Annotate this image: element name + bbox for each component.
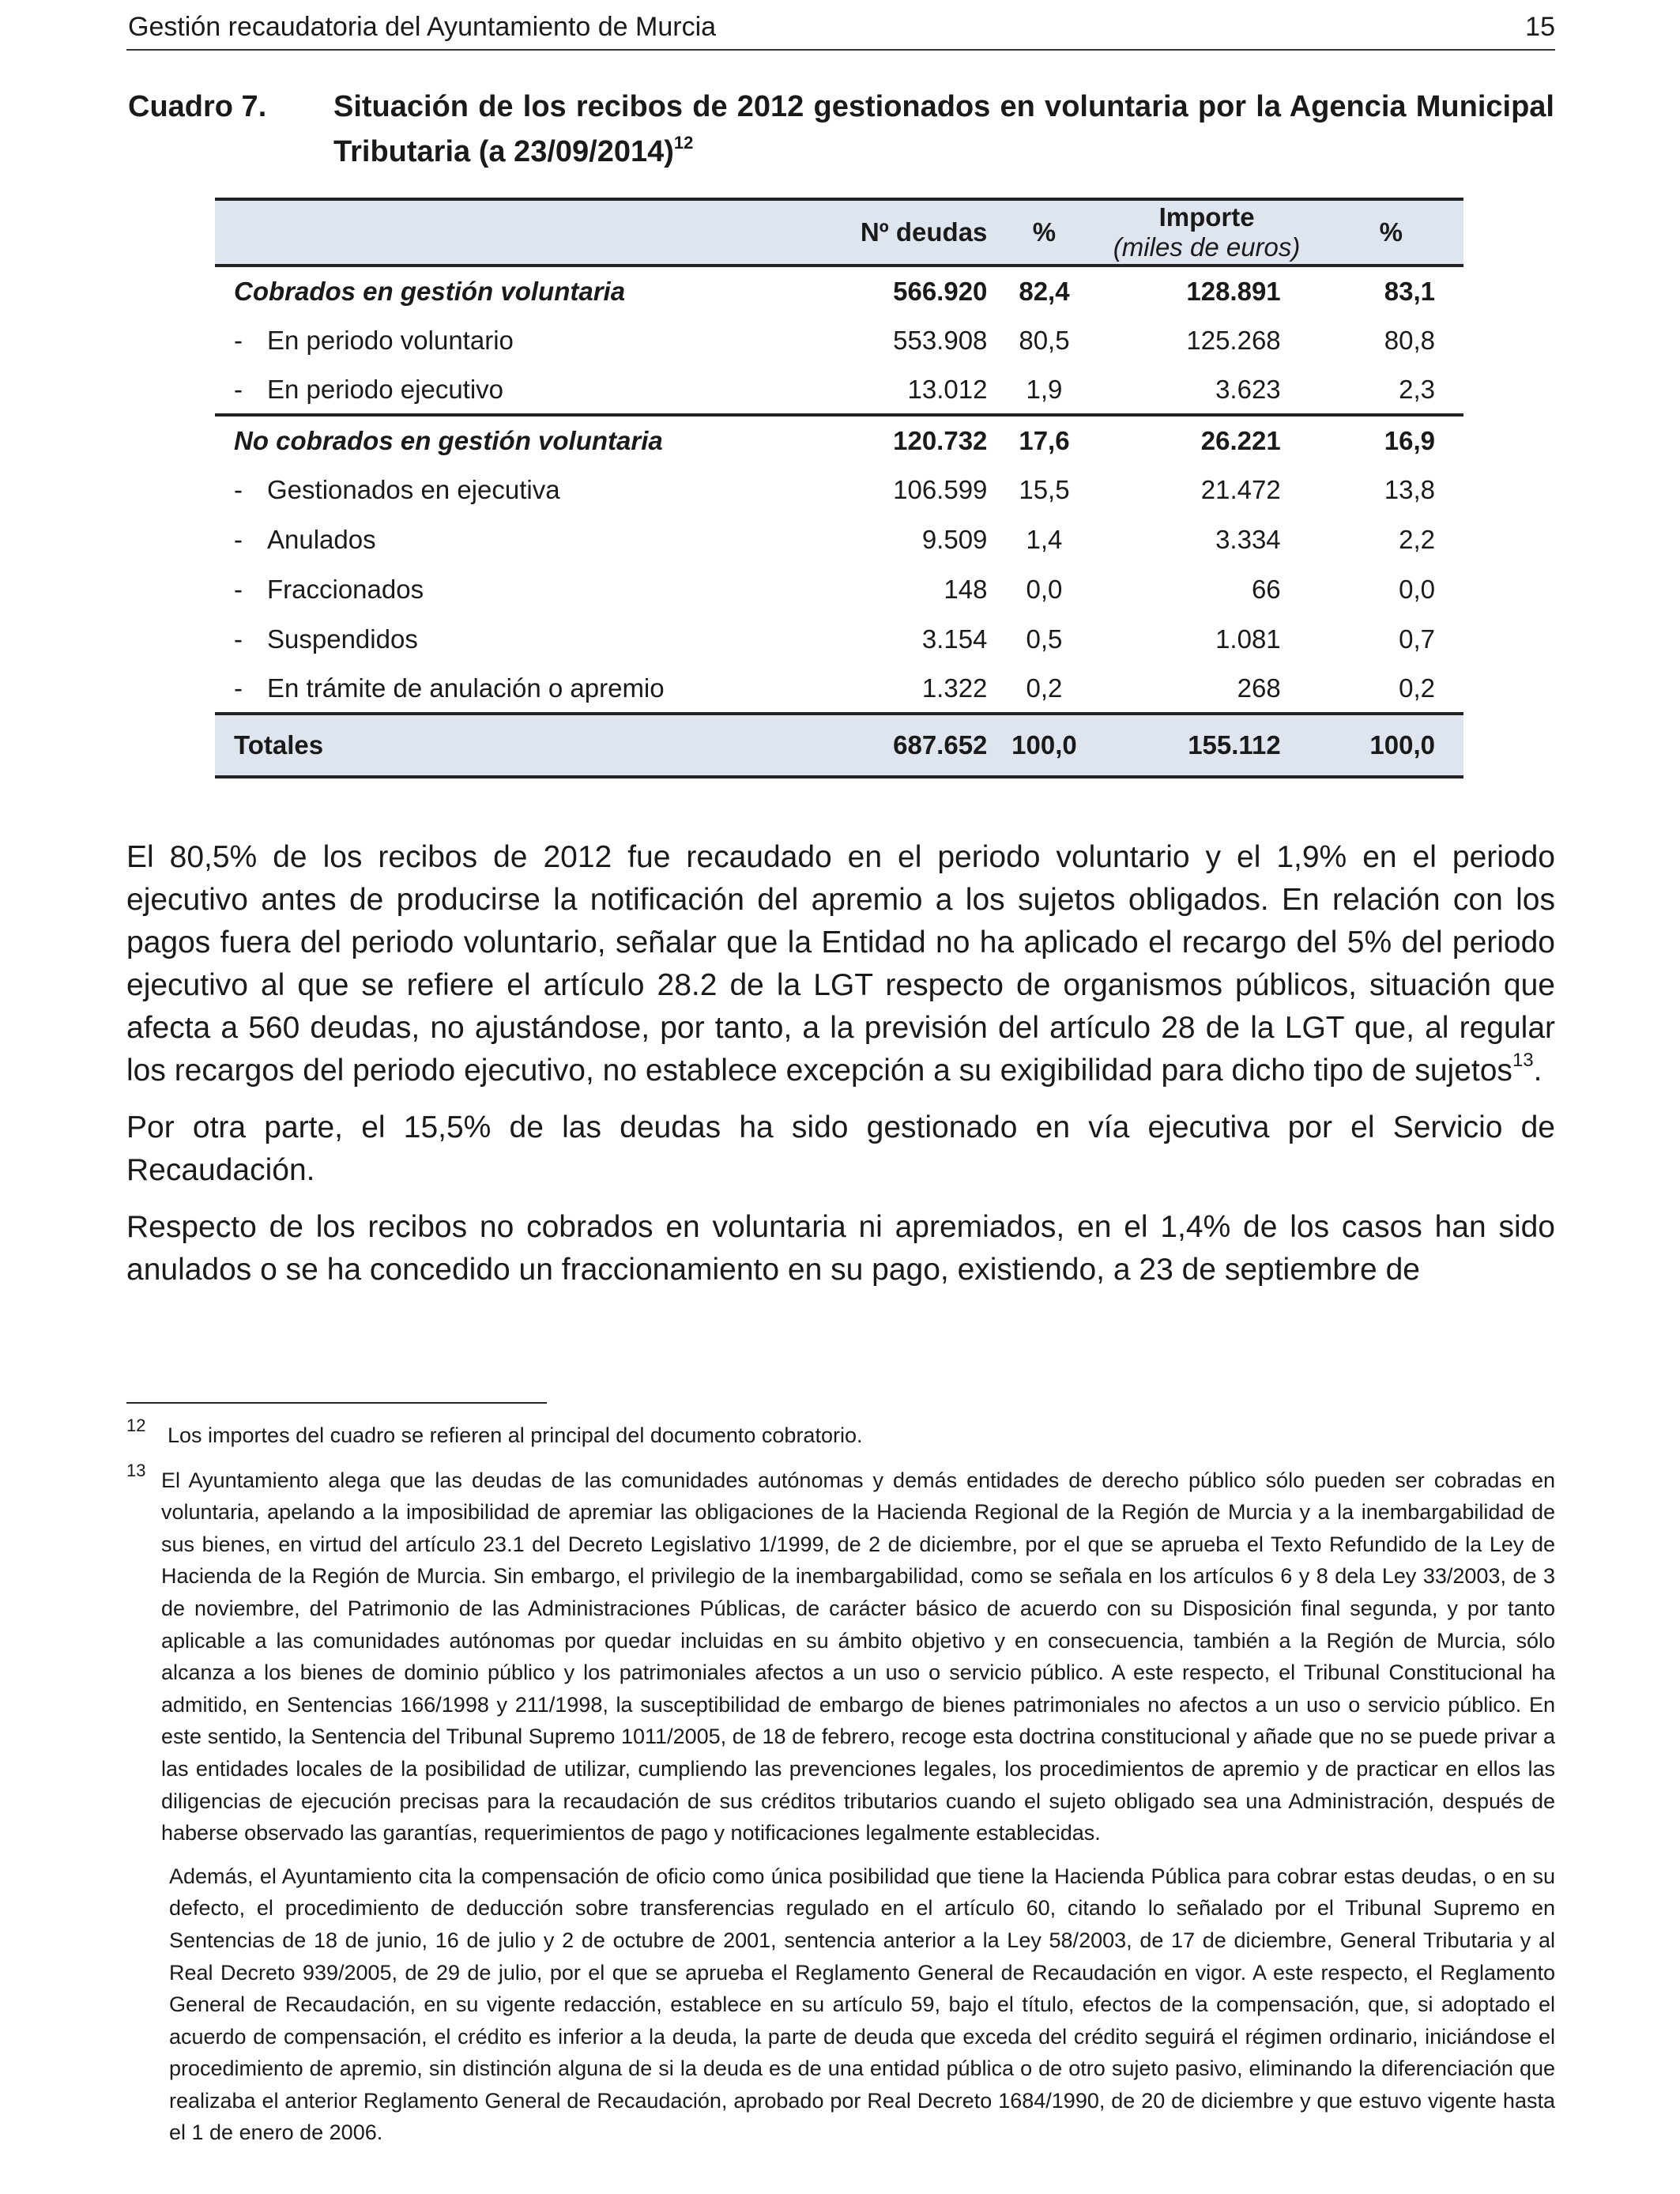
receipts-table bbox=[215, 198, 1463, 778]
row-label-cell bbox=[215, 564, 794, 614]
cell-importe: 268 bbox=[1237, 673, 1281, 703]
header-importe-label: Importe bbox=[1158, 202, 1255, 232]
cell-pct-2: 0,2 bbox=[1399, 673, 1435, 703]
paragraph-1-end: . bbox=[1533, 1054, 1543, 1088]
page-number: 15 bbox=[1525, 12, 1555, 42]
footnote-13-paragraph-2: Además, el Ayuntamiento cita la compensación de oficio como única posibilidad que tiene la Hacienda Pública para cobrar estas deudas, o en su defecto, el procedimiento de deducción sobre transferencias regulado en el artículo 60, citando lo señalado por el Tribunal Supremo en Sentencias de 18 de junio, 16 de julio y 2 de octubre de 2001, sentencia anterior a la Ley 58/2003, de 17 de diciembre, General Tributaria y al Real Decreto 939/2005, de 29 de julio, por el que se aprueba el Reglamento General de Recaudación en vigor. A este respecto, el Reglamento General de Recaudación, en su vigente redacción, establece en su artículo 59, bajo el título, efectos de la compensación, que, si adoptado el acuerdo de compensación, el crédito es inferior a la deuda, la parte de deuda que exceda del crédito seguirá el régimen ordinario, iniciándose el procedimiento de apremio, sin distinción alguna de si la deuda es de una entidad pública o de otro sujeto pasivo, eliminando la diferenciación que realizaba el anterior Reglamento General de Recaudación, aprobado por Real Decreto 1684/1990, de 20 de diciembre y que estuvo vigente hasta el 1 de enero de 2006. bbox=[169, 1864, 1555, 2145]
table-header-row bbox=[215, 199, 1463, 266]
table-row bbox=[215, 465, 1463, 515]
caption-text: Situación de los recibos de 2012 gestionados en voluntaria por la Agencia Municipal Tributaria (a 23/09/2014) bbox=[333, 90, 1554, 168]
receipts-table-container bbox=[215, 198, 1463, 778]
caption-label: Cuadro 7. bbox=[128, 90, 267, 123]
cell-pct-2: 83,1 bbox=[1384, 276, 1435, 306]
footnote-separator bbox=[126, 1402, 547, 1404]
total-pct-1: 100,0 bbox=[1011, 730, 1077, 760]
row-label: En periodo voluntario bbox=[267, 325, 514, 355]
total-n-deudas: 687.652 bbox=[893, 730, 988, 760]
cell-pct-2: 13,8 bbox=[1384, 474, 1435, 504]
footnote-ref-13[interactable]: 13 bbox=[1512, 1050, 1534, 1071]
cell-pct-2: 2,2 bbox=[1399, 524, 1435, 554]
footnote-13 bbox=[126, 1460, 1555, 2149]
row-label: No cobrados en gestión voluntaria bbox=[234, 425, 663, 455]
footnote-12 bbox=[126, 1416, 1555, 1452]
row-label: Anulados bbox=[267, 524, 376, 554]
row-label: Suspendidos bbox=[267, 624, 418, 654]
row-label: En trámite de anulación o apremio bbox=[267, 673, 665, 703]
cell-n-deudas: 106.599 bbox=[893, 474, 988, 504]
cell-n-deudas: 9.509 bbox=[921, 524, 988, 554]
row-label-cell bbox=[215, 664, 794, 714]
row-dash: - bbox=[234, 624, 243, 654]
header-importe bbox=[1095, 199, 1319, 266]
header-blank bbox=[215, 199, 794, 266]
row-dash: - bbox=[234, 374, 243, 404]
header-n-deudas: Nº deudas bbox=[860, 217, 988, 247]
total-label: Totales bbox=[234, 730, 324, 760]
cell-pct-1: 1,4 bbox=[1026, 524, 1063, 554]
cell-n-deudas: 3.154 bbox=[921, 624, 988, 654]
caption-title bbox=[333, 89, 1554, 170]
cell-importe: 3.623 bbox=[1215, 374, 1281, 404]
cell-pct-2: 0,7 bbox=[1399, 624, 1435, 654]
cell-importe: 3.334 bbox=[1215, 524, 1281, 554]
cell-pct-1: 1,9 bbox=[1026, 374, 1063, 404]
row-label-cell bbox=[215, 614, 794, 664]
table-row bbox=[215, 266, 1463, 315]
header-pct-1: % bbox=[1032, 217, 1057, 247]
cell-importe: 128.891 bbox=[1186, 276, 1281, 306]
page-header bbox=[126, 6, 1555, 51]
row-label-cell bbox=[215, 465, 794, 515]
cell-pct-1: 15,5 bbox=[1019, 474, 1070, 504]
row-label: Gestionados en ejecutiva bbox=[267, 474, 560, 504]
footnote-13-paragraph-1: El Ayuntamiento alega que las deudas de las comunidades autónomas y demás entidades de derecho público sólo pueden ser cobradas en voluntaria, apelando a la imposibilidad de apremiar las obligaciones de la Hacienda Regional de la Región de Murcia y a la inembargabilidad de sus bienes, en virtud del artículo 23.1 del Decreto Legislativo 1/1999, de 2 de diciembre, por el que se aprueba el Texto Refundido de la Ley de Hacienda de la Región de Murcia. Sin embargo, el privilegio de la inembargabilidad, como se señala en los artículos 6 y 8 dela Ley 33/2003, de 3 de noviembre, del Patrimonio de las Administraciones Públicas, de carácter básico de acuerdo con su Disposición final segunda, y por tanto aplicable a las comunidades autónomas por quedar incluidas en su ámbito objetivo y en consecuencia, también a la Región de Murcia, sólo alcanza a los bienes de dominio público y los patrimoniales afectos a un uso o servicio público. A este respecto, el Tribunal Constitucional ha admitido, en Sentencias 166/1998 y 211/1998, la susceptibilidad de embargo de bienes patrimoniales no afectos a un uso o servicio público. En este sentido, la Sentencia del Tribunal Supremo 1011/2005, de 18 de febrero, recoge esta doctrina constitucional y añade que no se puede privar a las entidades locales de la posibilidad de utilizar, cumpliendo las prevenciones legales, los procedimientos de apremio y de practicar en ellos las diligencias de ejecución precisas para la recaudación de sus créditos tributarios cuando el sujeto obligado sea una Administración, después de haberse observado las garantías, requerimientos de pago y notificaciones legalmente establecidas. bbox=[161, 1468, 1555, 1845]
cell-importe: 21.472 bbox=[1200, 474, 1281, 504]
row-dash: - bbox=[234, 524, 243, 554]
table-row bbox=[215, 415, 1463, 465]
cell-pct-2: 16,9 bbox=[1384, 425, 1435, 455]
cell-pct-2: 0,0 bbox=[1399, 574, 1435, 604]
footnote-13-number: 13 bbox=[126, 1460, 146, 1480]
table-row bbox=[215, 664, 1463, 714]
table-row bbox=[215, 515, 1463, 564]
footnote-ref-12[interactable]: 12 bbox=[673, 133, 694, 153]
table-total-row bbox=[215, 714, 1463, 777]
row-dash: - bbox=[234, 474, 243, 504]
cell-n-deudas: 566.920 bbox=[893, 276, 988, 306]
cell-n-deudas: 148 bbox=[944, 574, 988, 604]
table-row bbox=[215, 315, 1463, 365]
cell-n-deudas: 120.732 bbox=[893, 425, 988, 455]
row-label-cell bbox=[215, 515, 794, 564]
table-row bbox=[215, 614, 1463, 664]
total-pct-2: 100,0 bbox=[1369, 730, 1435, 760]
cell-importe: 26.221 bbox=[1200, 425, 1281, 455]
body-paragraph-3: Respecto de los recibos no cobrados en voluntaria ni apremiados, en el 1,4% de los casos han sido anulados o se ha concedido un fraccionamiento en su pago, existiendo, a 23 de septiembre de bbox=[126, 1210, 1555, 1287]
cell-importe: 1.081 bbox=[1215, 624, 1281, 654]
cell-pct-1: 17,6 bbox=[1019, 425, 1070, 455]
cell-pct-1: 0,0 bbox=[1026, 574, 1063, 604]
cell-pct-2: 2,3 bbox=[1399, 374, 1435, 404]
footnote-12-number: 12 bbox=[126, 1416, 146, 1435]
cell-pct-2: 80,8 bbox=[1384, 325, 1435, 355]
body-text bbox=[126, 836, 1555, 1306]
row-dash: - bbox=[234, 574, 243, 604]
cell-importe: 125.268 bbox=[1186, 325, 1281, 355]
cell-n-deudas: 13.012 bbox=[907, 374, 988, 404]
footnotes bbox=[126, 1415, 1555, 2149]
cell-pct-1: 0,2 bbox=[1026, 673, 1063, 703]
cell-pct-1: 0,5 bbox=[1026, 624, 1063, 654]
cell-pct-1: 82,4 bbox=[1019, 276, 1070, 306]
row-label: En periodo ejecutivo bbox=[267, 374, 504, 404]
header-importe-unit: (miles de euros) bbox=[1113, 232, 1301, 262]
row-dash: - bbox=[234, 325, 243, 355]
cell-n-deudas: 1.322 bbox=[921, 673, 988, 703]
row-dash: - bbox=[234, 673, 243, 703]
header-pct-2: % bbox=[1379, 217, 1403, 247]
cell-n-deudas: 553.908 bbox=[893, 325, 988, 355]
cell-pct-1: 80,5 bbox=[1019, 325, 1070, 355]
paragraph-1-text: El 80,5% de los recibos de 2012 fue recaudado en el periodo voluntario y el 1,9% en el periodo ejecutivo antes de producirse la notificación del apremio a los sujetos obligados. En relación con los pagos fuera del periodo voluntario, señalar que la Entidad no ha aplicado el recargo del 5% del periodo ejecutivo al que se refiere el artículo 28.2 de la LGT respecto de organismos públicos, situación que afecta a 560 deudas, no ajustándose, por tanto, a la previsión del artículo 28 de la LGT que, al regular los recargos del periodo ejecutivo, no establece excepción a su exigibilidad para dicho tipo de sujetos bbox=[126, 840, 1555, 1088]
row-label: Cobrados en gestión voluntaria bbox=[234, 276, 626, 306]
row-label-cell bbox=[215, 315, 794, 365]
total-importe: 155.112 bbox=[1188, 730, 1281, 760]
footnote-12-text: Los importes del cuadro se refieren al principal del documento cobratorio. bbox=[168, 1423, 863, 1447]
header-title: Gestión recaudatoria del Ayuntamiento de Murcia bbox=[128, 12, 717, 42]
table-row bbox=[215, 564, 1463, 614]
row-label: Fraccionados bbox=[267, 574, 424, 604]
row-label-cell bbox=[215, 365, 794, 415]
body-paragraph-2: Por otra parte, el 15,5% de las deudas ha sido gestionado en vía ejecutiva por el Servicio de Recaudación. bbox=[126, 1110, 1555, 1187]
table-row bbox=[215, 365, 1463, 415]
cell-importe: 66 bbox=[1251, 574, 1281, 604]
body-paragraph-1 bbox=[126, 836, 1555, 1092]
